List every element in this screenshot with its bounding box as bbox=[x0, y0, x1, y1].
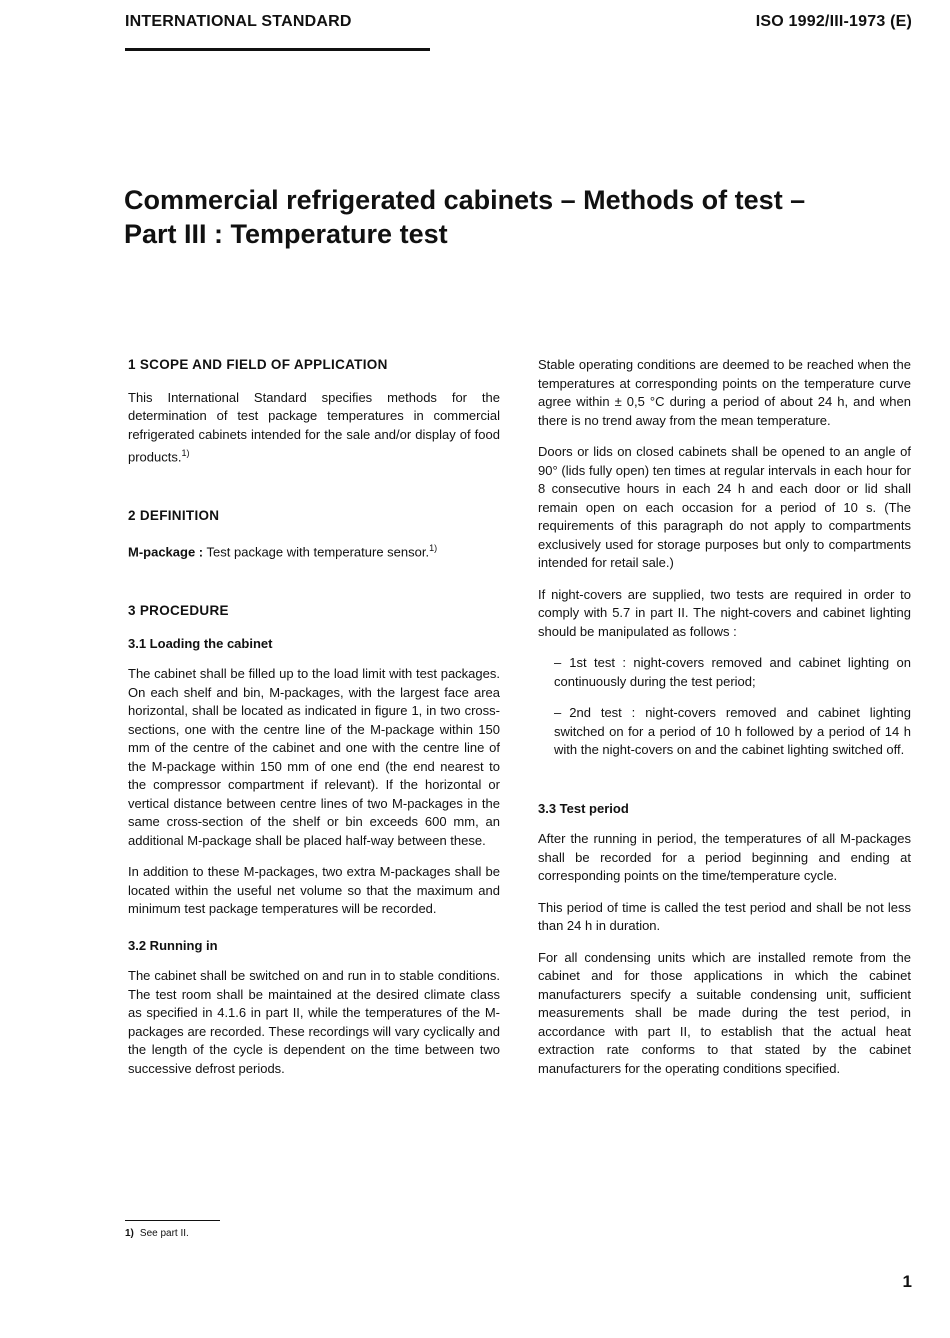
footnote bbox=[125, 1228, 189, 1239]
section-3-1-paragraph-1: The cabinet shall be filled up to the load limit with test packages. On each shelf and bin, M-packages, with the largest face area horizontal, shall be located as indicated in figure 1, in two cross-sections, one with the centre line of the M-package within 150 mm of the centre of the cabinet and one with the centre line of the M-package within 150 mm of one end (the end nearest to the compressor compartment if relevant). If the horizontal or vertical distance between centre lines of two M-packages in the same cross-section of the shelf or bin exceeds 600 mm, an additional M-package shall be placed half-way between these. bbox=[128, 666, 500, 848]
section-3-3-heading: 3.3 Test period bbox=[538, 800, 629, 816]
test-2-item bbox=[554, 704, 911, 760]
section-3-2-paragraph: The cabinet shall be switched on and run in to stable conditions. The test room shall be maintained at the desired climate class as specified in 4.1.6 in part II, while the temperatures of the M-packages are recorded. These recordings will vary cyclically and the length of the cycle is dependent on the time between two successive defrost periods. bbox=[128, 968, 500, 1076]
section-3-1-heading: 3.1 Loading the cabinet bbox=[128, 635, 273, 651]
header-rule bbox=[125, 48, 430, 51]
section-2-heading: 2 DEFINITION bbox=[128, 507, 220, 523]
header-standard-label: INTERNATIONAL STANDARD bbox=[125, 13, 352, 30]
footnote-text: See part II. bbox=[139, 1228, 189, 1239]
definition-text: Test package with temperature sensor. bbox=[206, 544, 430, 560]
page-number: 1 bbox=[902, 1272, 912, 1291]
section-3-3-paragraph-3: For all condensing units which are installed remote from the cabinet and for those applications in which the cabinet manufacturers specify a suitable condensing unit, sufficient measurements shall be made during the test period, in accordance with part II, to establish that the actual heat extraction rate conforms to that stated by the cabinet manufacturers for the operating conditions specified. bbox=[538, 949, 911, 1076]
section-1-paragraph bbox=[128, 389, 500, 467]
dash-bullet: – bbox=[554, 705, 562, 720]
door-opening-paragraph: Doors or lids on closed cabinets shall be opened to an angle of 90° (lids fully open) ten times at regular intervals in each hour for 8 consecutive hours in each 24 h and each door or lid shall remain open on each occasion for a period of 10 s. (The requirements of this paragraph do not apply to compartments exclusively used for storage purposes but only to compartments intended for retail sale.) bbox=[538, 444, 911, 570]
test-1-item bbox=[554, 654, 911, 691]
definition-term: M-package : bbox=[128, 544, 204, 560]
right-column bbox=[538, 356, 911, 1091]
section-3-3-paragraph-2: This period of time is called the test period and shall be not less than 24 h in duration. bbox=[538, 899, 911, 933]
section-1-heading: 1 SCOPE AND FIELD OF APPLICATION bbox=[128, 357, 388, 372]
header-document-number: ISO 1992/III-1973 (E) bbox=[755, 13, 912, 30]
dash-bullet: – bbox=[554, 655, 562, 670]
night-covers-paragraph: If night-covers are supplied, two tests are required in order to comply with 5.7 in part II. The night-covers and cabinet lighting should be manipulated as follows : bbox=[538, 586, 911, 639]
title-line-1: Commercial refrigerated cabinets – Methods of test – bbox=[124, 185, 806, 215]
section-3-2-heading: 3.2 Running in bbox=[128, 937, 218, 953]
left-column bbox=[128, 356, 500, 1091]
document-title bbox=[124, 183, 884, 251]
stable-conditions-paragraph: Stable operating conditions are deemed to be reached when the temperatures at corresponding points on the temperature curve agree within ± 0,5 °C during a period of about 24 h, and when there is no trend away from the mean temperature. bbox=[538, 357, 911, 428]
section-3-3-paragraph-1: After the running in period, the temperatures of all M-packages shall be recorded for a period beginning and ending at corresponding points on the time/temperature cycle. bbox=[538, 831, 911, 883]
footnote-marker: 1) bbox=[125, 1228, 134, 1239]
section-1-text: This International Standard specifies methods for the determination of test package temperatures in commercial refrigerated cabinets intended for the sale and/or display of food products. bbox=[128, 389, 500, 465]
footnote-ref: 1) bbox=[429, 543, 438, 554]
footnote-rule bbox=[125, 1220, 220, 1221]
definition-paragraph bbox=[128, 539, 500, 562]
section-3-heading: 3 PROCEDURE bbox=[128, 603, 229, 619]
test-2-text: 2nd test : night-covers removed and cabinet lighting switched on for a period of 10 h followed by a period of 14 h with the night-covers on and the cabinet lighting switched off. bbox=[554, 705, 911, 757]
title-line-2: Part III : Temperature test bbox=[124, 219, 448, 249]
test-1-text: 1st test : night-covers removed and cabinet lighting on continuously during the test period; bbox=[554, 655, 911, 689]
section-3-1-paragraph-2: In addition to these M-packages, two extra M-packages shall be located within the useful net volume so that the maximum and minimum test package temperatures will be recorded. bbox=[128, 864, 500, 917]
footnote-ref: 1) bbox=[181, 448, 190, 458]
